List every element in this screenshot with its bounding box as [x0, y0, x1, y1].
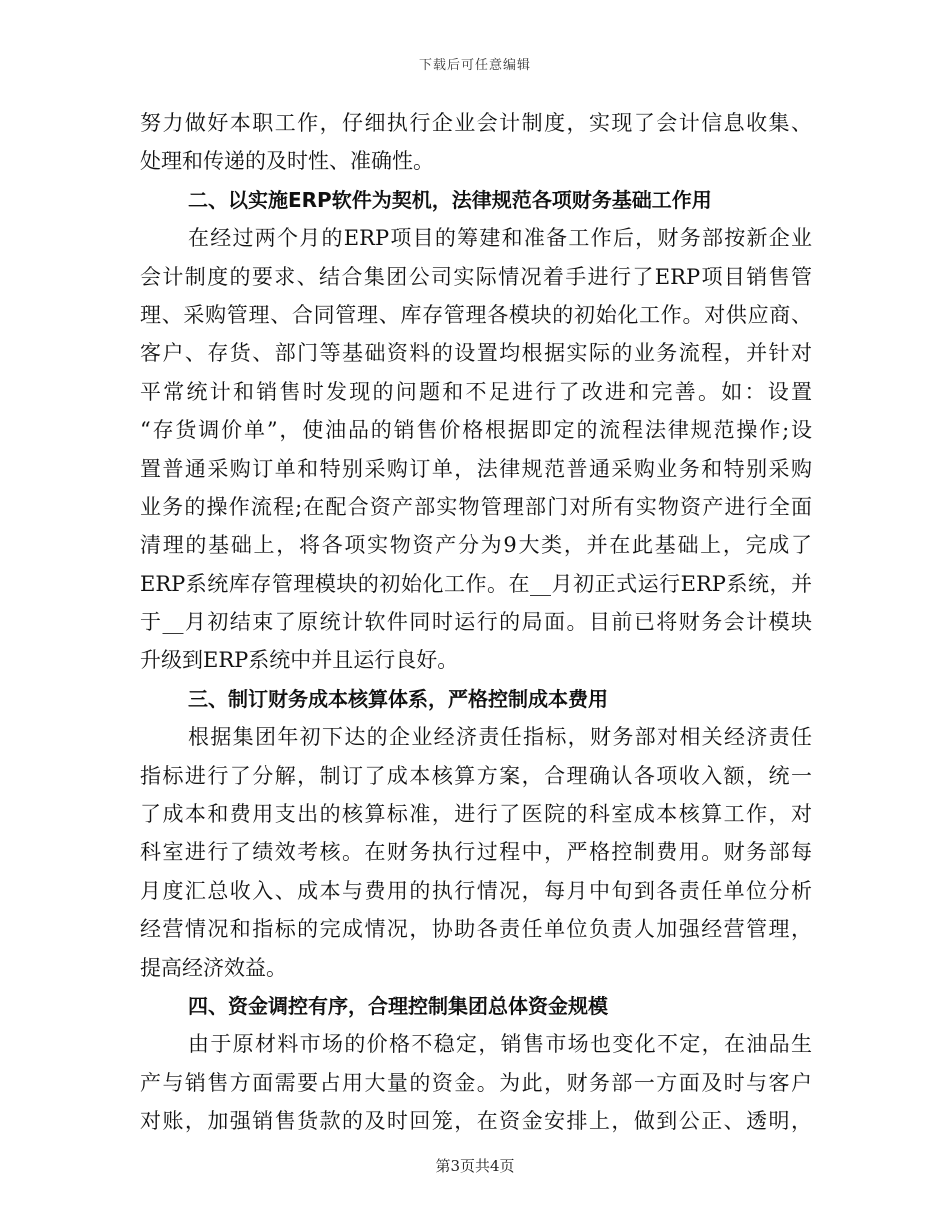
paragraph-last-line: 提高经济效益。 — [140, 955, 287, 980]
paragraph-line: 经营情况和指标的完成情况，协助各责任单位负责人加强经营管理， — [140, 917, 812, 942]
paragraph-line: 清理的基础上，将各项实物资产分为9大类，并在此基础上，完成了 — [140, 533, 812, 558]
paragraph-first-line: 在经过两个月的ERP项目的筹建和准备工作后，财务部按新企业 — [188, 226, 812, 251]
paragraph-line: 于__月初结束了原统计软件同时运行的局面。目前已将财务会计模块 — [140, 610, 812, 635]
paragraph-line: 产与销售方面需要占用大量的资金。为此，财务部一方面及时与客户 — [140, 1070, 812, 1095]
paragraph-line: “存货调价单”，使油品的销售价格根据即定的流程法律规范操作;设 — [140, 418, 812, 443]
paragraph-line: 理、采购管理、合同管理、库存管理各模块的初始化工作。对供应商、 — [140, 302, 812, 327]
paragraph-last-line: 升级到ERP系统中并且运行良好。 — [140, 648, 459, 673]
paragraph-line: 业务的操作流程;在配合资产部实物管理部门对所有实物资产进行全面 — [140, 494, 812, 519]
section-heading: 四、资金调控有序，合理控制集团总体资金规模 — [188, 993, 608, 1018]
paragraph-line: 科室进行了绩效考核。在财务执行过程中，严格控制费用。财务部每 — [140, 840, 812, 865]
paragraph-line: 平常统计和销售时发现的问题和不足进行了改进和完善。如：设置 — [140, 379, 812, 404]
paragraph-line: 会计制度的要求、结合集团公司实际情况着手进行了ERP项目销售管 — [140, 264, 812, 289]
page-header-note: 下载后可任意编辑 — [418, 58, 531, 73]
section-heading: 三、制订财务成本核算体系，严格控制成本费用 — [188, 686, 608, 711]
paragraph-line: 了成本和费用支出的核算标准，进行了医院的科室成本核算工作，对 — [140, 802, 812, 827]
paragraph-line: 努力做好本职工作，仔细执行企业会计制度，实现了会计信息收集、 — [140, 111, 812, 135]
section-heading: 二、以实施ERP软件为契机，法律规范各项财务基础工作用 — [188, 187, 712, 212]
paragraph-line: 指标进行了分解，制订了成本核算方案，合理确认各项收入额，统一 — [140, 763, 812, 788]
page-number-footer: 第3页共4页 — [435, 1157, 515, 1175]
paragraph-last-line: 处理和传递的及时性、准确性。 — [140, 149, 434, 174]
paragraph-line: ERP系统库存管理模块的初始化工作。在__月初正式运行ERP系统，并 — [140, 571, 812, 596]
paragraph-line: 月度汇总收入、成本与费用的执行情况，每月中旬到各责任单位分析 — [140, 878, 812, 903]
document-body — [140, 104, 812, 1141]
paragraph-line: 对账，加强销售货款的及时回笼，在资金安排上，做到公正、透明， — [140, 1109, 812, 1134]
paragraph-line: 客户、存货、部门等基础资料的设置均根据实际的业务流程，并针对 — [140, 341, 812, 366]
paragraph-line: 置普通采购订单和特别采购订单，法律规范普通采购业务和特别采购 — [140, 456, 812, 481]
paragraph-first-line: 根据集团年初下达的企业经济责任指标，财务部对相关经济责任 — [188, 725, 812, 750]
paragraph-first-line: 由于原材料市场的价格不稳定，销售市场也变化不定，在油品生 — [188, 1032, 812, 1057]
